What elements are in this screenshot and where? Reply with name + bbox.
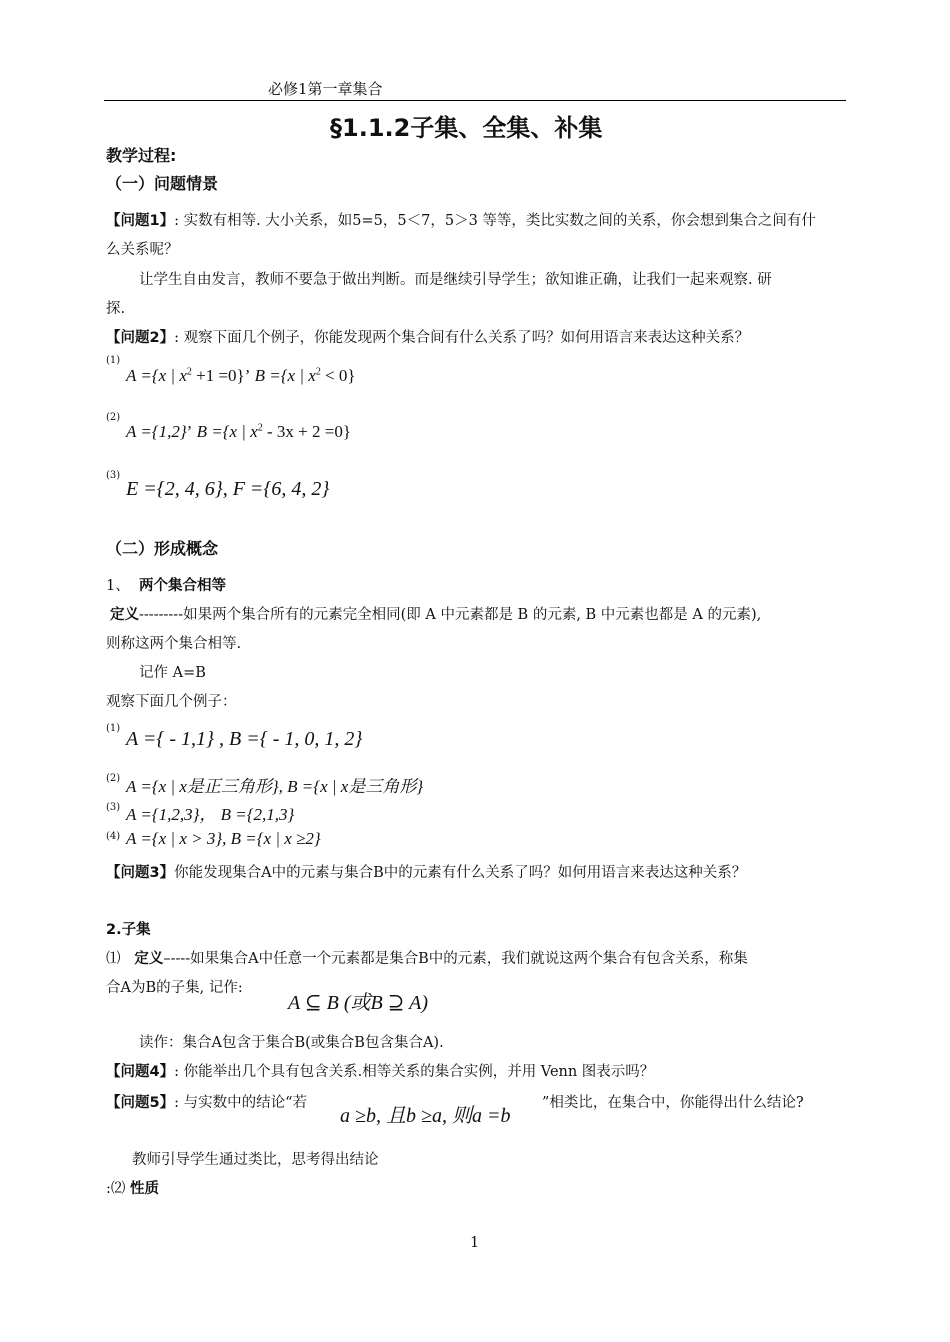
ex2-e4: A ={x | x > 3}, B ={x | x ≥2} [126,829,321,848]
q1-label: 【问题1】 [106,213,175,229]
page-number: 1 [470,1235,480,1251]
para1-line1: 让学生自由发言，教师不要急于做出判断。而是继续引导学生；欲知谁正确，让我们一起来观察. 研 [139,272,772,288]
ex1-expr3 [126,478,329,501]
ex1-e2c: ’ [186,422,193,441]
c2-def-label: 定义 [134,951,164,967]
q5-math [340,1099,510,1128]
c1-def-label: 定义 [110,607,139,623]
property-num: :⑵ [106,1181,126,1197]
ex2-num4: (4) [106,831,121,842]
q2-text: : 观察下面几个例子，你能发现两个集合间有什么关系了吗？如何用语言来表达这种关系？ [174,330,750,346]
c2-def-line1 [106,947,748,968]
ex2-e3: A ={1,2,3}， B ={2,1,3} [126,805,295,824]
ex1-e2a: A ={1,2} [126,422,187,441]
running-header: 必修1第一章集合 [268,80,383,98]
q1-line1 [106,209,816,230]
para1-line2: 探. [106,301,126,317]
ex2-e1: A ={ - 1,1} , B ={ - 1, 0, 1, 2} [126,728,363,750]
ex1-e2sup: 2 [257,422,263,434]
c2-read: 读作：集合A包含于集合B(或集合B包含集合A). [139,1035,444,1051]
c2-notation-expr: A ⊆ B (或B ⊇ A) [288,992,428,1014]
ex1-e1b: +1 =0} [191,366,245,385]
c1-heading [106,574,226,595]
ex1-e1sup2: 2 [315,366,321,378]
q5-math-expr: a ≥b, 且b ≥a, 则a =b [340,1105,511,1127]
q5-text-a: : 与实数中的结论“若 [174,1095,308,1111]
property-label: 性质 [130,1181,159,1197]
header-rule [104,100,846,101]
teacher-note: 教师引导学生通过类比，思考得出结论 [132,1152,379,1168]
c1-notation: 记作 A=B [139,665,206,681]
property-line [106,1177,159,1198]
section-part2: （二）形成概念 [106,539,219,558]
c2-notation [288,986,428,1015]
ex1-num1: (1) [106,355,121,366]
q5-label: 【问题5】 [106,1095,175,1111]
c2-num: ⑴ [106,951,121,967]
q5-line [106,1091,307,1112]
ex1-e1sup: 2 [186,366,192,378]
ex1-e1e: < 0} [320,366,356,385]
ex2-expr4 [126,829,321,849]
c2-heading: 2.子集 [106,922,151,938]
q4-line [106,1060,654,1081]
q3-label: 【问题3】 [106,865,175,881]
section-process: 教学过程: [106,146,177,165]
ex1-e1a: A ={x | x [126,366,187,385]
ex1-num2: (2) [106,412,121,423]
q4-text: : 你能举出几个具有包含关系.相等关系的集合实例，并用 Venn 图表示吗？ [174,1064,655,1080]
q1-text: : 实数有相等. 大小关系，如5=5，5＜7，5＞3 等等，类比实数之间的关系，你会想到集合之间有什 [174,213,816,229]
ex1-num3: (3) [106,470,121,481]
ex1-e1d: B ={x | x [250,366,316,385]
c2-def-text: –----如果集合A中任意一个元素都是集合B中的元素，我们就说这两个集合有包含关系，称集 [163,951,748,967]
q5-text-b: ”相类比，在集合中，你能得出什么结论? [542,1095,804,1111]
ex2-expr3 [126,800,294,825]
section-part1: （一）问题情景 [106,174,219,193]
ex2-num3: (3) [106,802,121,813]
ex2-expr1 [126,728,362,751]
q3-line [106,861,746,882]
q2-line [106,326,749,347]
ex1-expr2 [126,422,351,442]
ex2-num2: (2) [106,773,121,784]
ex1-e2b: B ={x | x [192,422,258,441]
page-title: §1.1.2子集、全集、补集 [330,114,603,142]
c2-def-line2: 合A为B的子集, 记作: [106,980,243,996]
ex2-expr2 [126,772,423,797]
c1-def-text: ---------如果两个集合所有的元素完全相同(即 A 中元素都是 B 的元素, B 中元素也都是 A 的元素), [139,607,762,623]
ex2-num1: (1) [106,723,121,734]
q1-line2: 么关系呢？ [106,242,179,258]
ex2-e2: A ={x | x是正三角形}, B ={x | x是三角形} [126,777,424,796]
q2-label: 【问题2】 [106,330,175,346]
q4-label: 【问题4】 [106,1064,175,1080]
ex1-e1c: ’ [244,366,251,385]
c1-heading-text: 两个集合相等 [138,578,226,594]
c1-heading-num: 1、 [106,578,130,594]
q3-text: 你能发现集合A中的元素与集合B中的元素有什么关系了吗？如何用语言来表达这种关系？ [174,865,747,881]
ex1-expr1 [126,366,356,386]
ex1-e3: E ={2, 4, 6}, F ={6, 4, 2} [126,478,330,500]
c1-def-line2: 则称这两个集合相等. [106,636,242,652]
c1-observe: 观察下面几个例子： [106,694,237,710]
ex1-e2d: - 3x + 2 =0} [262,422,351,441]
c1-def-line1 [110,603,761,624]
